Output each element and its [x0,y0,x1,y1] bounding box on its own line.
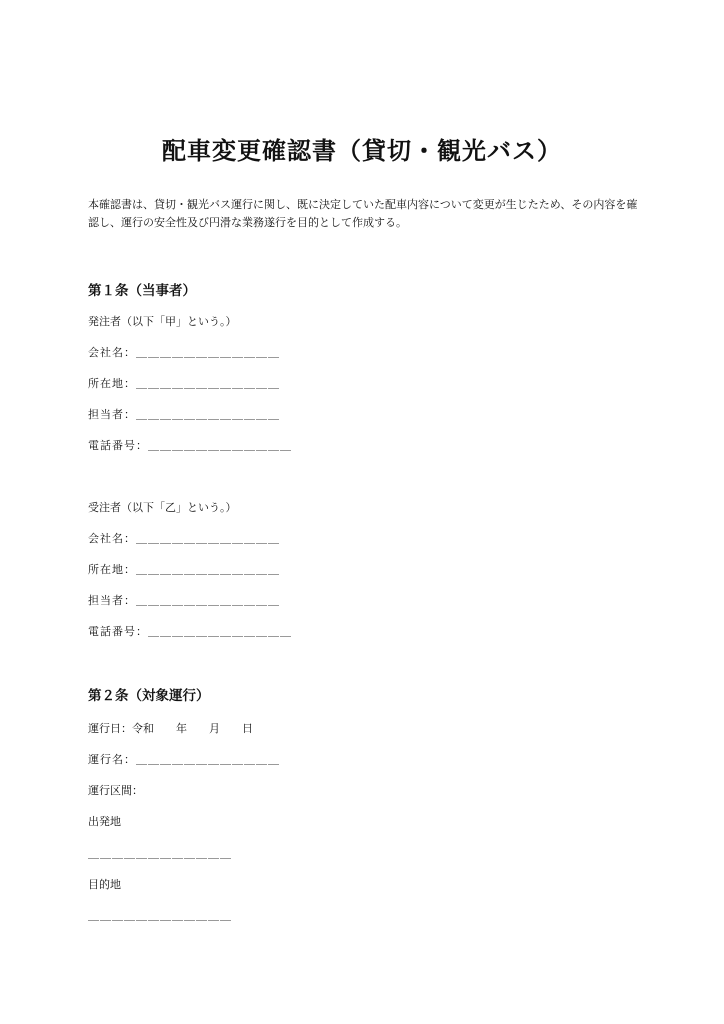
departure-field: ＿＿＿＿＿＿＿＿＿＿＿＿ [88,847,232,860]
client-company-field: 会社名：＿＿＿＿＿＿＿＿＿＿＿＿ [88,346,280,359]
operation-name-field: 運行名：＿＿＿＿＿＿＿＿＿＿＿＿ [88,753,280,766]
intro-paragraph: 本確認書は、貸切・観光バス運行に関し、既に決定していた配車内容について変更が生じたため、その内容を確認し、運行の安全性及び円滑な業務遂行を目的として作成する。 [88,198,638,229]
contractor-company-field: 会社名：＿＿＿＿＿＿＿＿＿＿＿＿ [88,532,280,545]
destination-label: 目的地 [88,878,121,891]
departure-label: 出発地 [88,815,121,828]
operation-section-label: 運行区間： [88,784,143,797]
contractor-address-field: 所在地：＿＿＿＿＿＿＿＿＿＿＿＿ [88,563,280,576]
contractor-label: 受注者（以下「乙」という。） [88,501,237,514]
document-title: 配車変更確認書（貸切・観光バス） [162,137,562,166]
destination-field: ＿＿＿＿＿＿＿＿＿＿＿＿ [88,909,232,922]
operation-date-field: 運行日：令和 年 月 日 [88,722,253,735]
client-person-field: 担当者：＿＿＿＿＿＿＿＿＿＿＿＿ [88,408,280,421]
client-phone-field: 電話番号：＿＿＿＿＿＿＿＿＿＿＿＿ [88,439,292,452]
article1-heading: 第１条（当事者） [88,283,196,299]
client-address-field: 所在地：＿＿＿＿＿＿＿＿＿＿＿＿ [88,377,280,390]
article2-heading: 第２条（対象運行） [88,688,210,704]
contractor-person-field: 担当者：＿＿＿＿＿＿＿＿＿＿＿＿ [88,594,280,607]
contractor-phone-field: 電話番号：＿＿＿＿＿＿＿＿＿＿＿＿ [88,625,292,638]
client-label: 発注者（以下「甲」という。） [88,315,237,328]
